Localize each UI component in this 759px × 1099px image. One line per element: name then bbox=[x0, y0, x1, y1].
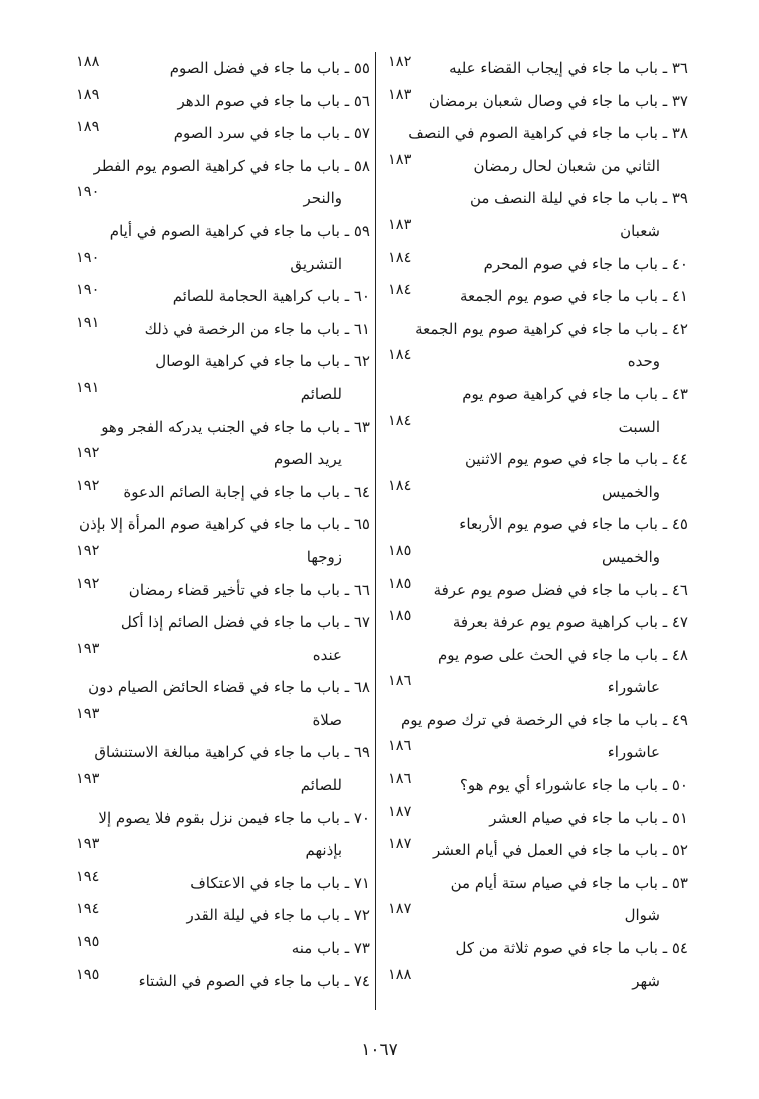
entry-page-number: ١٩٤ bbox=[76, 868, 100, 885]
entry-title: ٥٥ ـ باب ما جاء في فضل الصوم bbox=[169, 59, 370, 77]
entry-title: ٥٤ ـ باب ما جاء في صوم ثلاثة من كل bbox=[455, 939, 688, 958]
index-entry bbox=[76, 411, 370, 444]
entry-title: ٦٧ ـ باب ما جاء في فضل الصائم إذا أكل bbox=[120, 613, 370, 632]
index-entry bbox=[388, 541, 688, 574]
entry-page-number: ١٨٢ bbox=[388, 54, 412, 70]
entry-title: عاشوراء bbox=[607, 743, 660, 762]
index-entry bbox=[388, 117, 688, 150]
entry-page-number: ١٨٥ bbox=[388, 608, 412, 625]
entry-title: ٦٨ ـ باب ما جاء في قضاء الحائض الصيام دون bbox=[88, 678, 370, 697]
index-entry bbox=[388, 411, 688, 444]
index-entry bbox=[388, 965, 688, 998]
index-entry bbox=[76, 769, 370, 802]
entry-title: ٤٠ ـ باب ما جاء في صوم المحرم bbox=[483, 254, 688, 273]
index-entry bbox=[76, 378, 370, 411]
index-entry bbox=[76, 248, 370, 281]
entry-title: صلاة bbox=[312, 710, 342, 729]
entry-title: ٤٧ ـ باب كراهية صوم يوم عرفة بعرفة bbox=[452, 613, 688, 632]
index-entry bbox=[76, 639, 370, 672]
index-entry bbox=[76, 899, 370, 932]
entry-title: شهر bbox=[632, 971, 660, 990]
entry-title: ٥٦ ـ باب ما جاء في صوم الدهر bbox=[177, 91, 370, 110]
index-entry bbox=[388, 704, 688, 737]
entry-title: ٥٣ ـ باب ما جاء في صيام ستة أيام من bbox=[450, 873, 688, 892]
entry-title: بإذنهم bbox=[305, 841, 342, 860]
entry-page-number: ١٩٥ bbox=[76, 934, 100, 951]
entry-page-number: ١٩٢ bbox=[76, 445, 100, 462]
entry-title: يريد الصوم bbox=[273, 450, 342, 469]
index-entry bbox=[388, 52, 688, 85]
entry-title: ٧٠ ـ باب ما جاء فيمن نزل بقوم فلا يصوم إلا bbox=[98, 808, 370, 827]
entry-title: ٥٢ ـ باب ما جاء في العمل في أيام العشر bbox=[433, 841, 688, 860]
entry-page-number: ١٨٣ bbox=[388, 151, 412, 168]
index-entry bbox=[388, 182, 688, 215]
entry-title: ٦٢ ـ باب ما جاء في كراهية الوصال bbox=[155, 352, 370, 371]
entry-page-number: ١٩٤ bbox=[76, 901, 100, 918]
index-entry bbox=[388, 215, 688, 248]
entry-page-number: ١٨٧ bbox=[388, 836, 412, 853]
entry-page-number: ١٨٦ bbox=[388, 771, 412, 788]
entry-title: ٤٥ ـ باب ما جاء في صوم يوم الأربعاء bbox=[459, 515, 688, 534]
entry-page-number: ١٨٦ bbox=[388, 738, 412, 755]
entry-title: ٦٤ ـ باب ما جاء في إجابة الصائم الدعوة bbox=[123, 482, 370, 501]
left-column bbox=[76, 52, 370, 997]
entry-page-number: ١٨٨ bbox=[388, 966, 412, 983]
entry-title: للصائم bbox=[300, 384, 342, 403]
index-entry bbox=[388, 85, 688, 118]
entry-title: الثاني من شعبان لحال رمضان bbox=[473, 156, 660, 175]
index-entry bbox=[76, 52, 370, 85]
index-entry bbox=[388, 639, 688, 672]
entry-page-number: ١٩٢ bbox=[76, 575, 100, 592]
entry-page-number: ١٩١ bbox=[76, 379, 100, 396]
index-entry bbox=[76, 671, 370, 704]
entry-title: ٥٧ ـ باب ما جاء في سرد الصوم bbox=[173, 124, 370, 143]
entry-page-number: ١٨٨ bbox=[76, 54, 100, 70]
index-entry bbox=[388, 769, 688, 802]
entry-title: ٤٩ ـ باب ما جاء في الرخصة في ترك صوم يوم bbox=[400, 710, 688, 729]
index-entry bbox=[76, 704, 370, 737]
index-entry bbox=[388, 476, 688, 509]
entry-page-number: ١٨٥ bbox=[388, 575, 412, 592]
entry-title: شوال bbox=[624, 906, 660, 925]
entry-title: للصائم bbox=[300, 776, 342, 795]
index-entry bbox=[388, 574, 688, 607]
entry-title: ٣٨ ـ باب ما جاء في كراهية الصوم في النصف bbox=[408, 124, 688, 143]
index-entry bbox=[76, 867, 370, 900]
entry-title: والخميس bbox=[602, 547, 660, 566]
entry-title: ٦٣ ـ باب ما جاء في الجنب يدركه الفجر وهو bbox=[101, 417, 370, 436]
entry-page-number: ١٨٣ bbox=[388, 216, 412, 233]
entry-page-number: ١٨٧ bbox=[388, 803, 412, 820]
entry-title: التشريق bbox=[290, 254, 342, 273]
index-entry bbox=[76, 345, 370, 378]
entry-title: ٥١ ـ باب ما جاء في صيام العشر bbox=[489, 808, 688, 827]
entry-page-number: ١٩٢ bbox=[76, 477, 100, 494]
entry-title: ٣٩ ـ باب ما جاء في ليلة النصف من bbox=[469, 189, 688, 208]
index-entry bbox=[76, 736, 370, 769]
entry-title: ٦٩ ـ باب ما جاء في كراهية مبالغة الاستنشاق bbox=[94, 743, 370, 762]
entry-title: والخميس bbox=[602, 482, 660, 501]
index-entry bbox=[388, 248, 688, 281]
entry-page-number: ١٨٥ bbox=[388, 542, 412, 559]
entry-title: والنحر bbox=[303, 189, 342, 208]
index-entry bbox=[388, 313, 688, 346]
index-entry bbox=[388, 671, 688, 704]
entry-title: ٧٣ ـ باب منه bbox=[291, 939, 370, 958]
column-divider bbox=[375, 52, 376, 1010]
entry-page-number: ١٨٩ bbox=[76, 119, 100, 136]
entry-page-number: ١٩٢ bbox=[76, 542, 100, 559]
entry-title: ٦١ ـ باب ما جاء من الرخصة في ذلك bbox=[144, 319, 370, 338]
entry-title: ٧٢ ـ باب ما جاء في ليلة القدر bbox=[186, 906, 370, 925]
index-entry bbox=[76, 802, 370, 835]
right-column bbox=[388, 52, 688, 997]
entry-page-number: ١٩٣ bbox=[76, 705, 100, 722]
entry-title: ٧١ ـ باب ما جاء في الاعتكاف bbox=[190, 873, 370, 892]
entry-title: ٣٧ ـ باب ما جاء في وصال شعبان برمضان bbox=[428, 91, 688, 110]
index-entry bbox=[76, 280, 370, 313]
index-entry bbox=[76, 313, 370, 346]
index-entry bbox=[388, 606, 688, 639]
index-entry bbox=[76, 182, 370, 215]
index-entry bbox=[388, 508, 688, 541]
index-entry bbox=[388, 378, 688, 411]
index-entry bbox=[388, 345, 688, 378]
index-entry bbox=[388, 443, 688, 476]
index-entry bbox=[76, 606, 370, 639]
index-entry bbox=[388, 867, 688, 900]
index-entry bbox=[76, 150, 370, 183]
entry-page-number: ١٩٠ bbox=[76, 184, 100, 201]
entry-page-number: ١٨٤ bbox=[388, 347, 412, 364]
index-entry bbox=[76, 574, 370, 607]
entry-page-number: ١٩٣ bbox=[76, 836, 100, 853]
entry-title: ٧٤ ـ باب ما جاء في الصوم في الشتاء bbox=[138, 971, 370, 990]
entry-title: ٤٣ ـ باب ما جاء في كراهية صوم يوم bbox=[462, 384, 688, 403]
entry-page-number: ١٩٣ bbox=[76, 771, 100, 788]
entry-title: زوجها bbox=[306, 547, 342, 566]
entry-title: ٦٦ ـ باب ما جاء في تأخير قضاء رمضان bbox=[128, 580, 370, 599]
entry-page-number: ١٩٥ bbox=[76, 966, 100, 983]
entry-title: ٤٦ ـ باب ما جاء في فضل صوم يوم عرفة bbox=[433, 580, 688, 599]
entry-page-number: ١٨٩ bbox=[76, 86, 100, 103]
entry-title: ٥٠ ـ باب ما جاء عاشوراء أي يوم هو؟ bbox=[459, 776, 688, 795]
index-entry bbox=[76, 508, 370, 541]
index-entry bbox=[388, 150, 688, 183]
entry-page-number: ١٨٤ bbox=[388, 249, 412, 266]
index-entry bbox=[388, 280, 688, 313]
index-entry bbox=[388, 736, 688, 769]
index-entry bbox=[76, 541, 370, 574]
index-entry bbox=[76, 443, 370, 476]
index-entry bbox=[388, 899, 688, 932]
entry-page-number: ١٨٦ bbox=[388, 673, 412, 690]
index-entry bbox=[76, 476, 370, 509]
entry-title: عنده bbox=[312, 645, 342, 664]
entry-title: ٤٢ ـ باب ما جاء في كراهية صوم يوم الجمعة bbox=[415, 319, 688, 338]
entry-title: ٤١ ـ باب ما جاء في صوم يوم الجمعة bbox=[459, 287, 688, 306]
page-number: ١٠٦٧ bbox=[361, 1040, 398, 1060]
index-entry bbox=[76, 215, 370, 248]
entry-page-number: ١٩٣ bbox=[76, 640, 100, 657]
entry-page-number: ١٩٠ bbox=[76, 282, 100, 299]
index-entry bbox=[76, 932, 370, 965]
index-entry bbox=[388, 802, 688, 835]
index-entry bbox=[76, 117, 370, 150]
entry-title: السبت bbox=[618, 417, 660, 436]
entry-page-number: ١٨٧ bbox=[388, 901, 412, 918]
entry-title: وحده bbox=[627, 352, 660, 371]
entry-title: ٥٩ ـ باب ما جاء في كراهية الصوم في أيام bbox=[109, 221, 370, 240]
index-entry bbox=[76, 85, 370, 118]
entry-title: ٤٤ ـ باب ما جاء في صوم يوم الاثنين bbox=[464, 450, 688, 469]
entry-page-number: ١٨٤ bbox=[388, 412, 412, 429]
entry-page-number: ١٩٠ bbox=[76, 249, 100, 266]
entry-title: عاشوراء bbox=[607, 678, 660, 697]
index-entry bbox=[76, 834, 370, 867]
index-entry bbox=[388, 834, 688, 867]
entry-page-number: ١٨٤ bbox=[388, 282, 412, 299]
entry-title: ٦٠ ـ باب كراهية الحجامة للصائم bbox=[172, 287, 370, 306]
entry-title: ٦٥ ـ باب ما جاء في كراهية صوم المرأة إلا بإذن bbox=[79, 515, 370, 534]
entry-title: شعبان bbox=[620, 221, 660, 240]
index-entry bbox=[388, 932, 688, 965]
entry-page-number: ١٩١ bbox=[76, 314, 100, 331]
entry-page-number: ١٨٤ bbox=[388, 477, 412, 494]
entry-title: ٥٨ ـ باب ما جاء في كراهية الصوم يوم الفطر bbox=[93, 156, 370, 175]
entry-title: ٣٦ ـ باب ما جاء في إيجاب القضاء عليه bbox=[449, 59, 688, 77]
entry-title: ٤٨ ـ باب ما جاء في الحث على صوم يوم bbox=[437, 645, 688, 664]
entry-page-number: ١٨٣ bbox=[388, 86, 412, 103]
index-entry bbox=[76, 965, 370, 998]
